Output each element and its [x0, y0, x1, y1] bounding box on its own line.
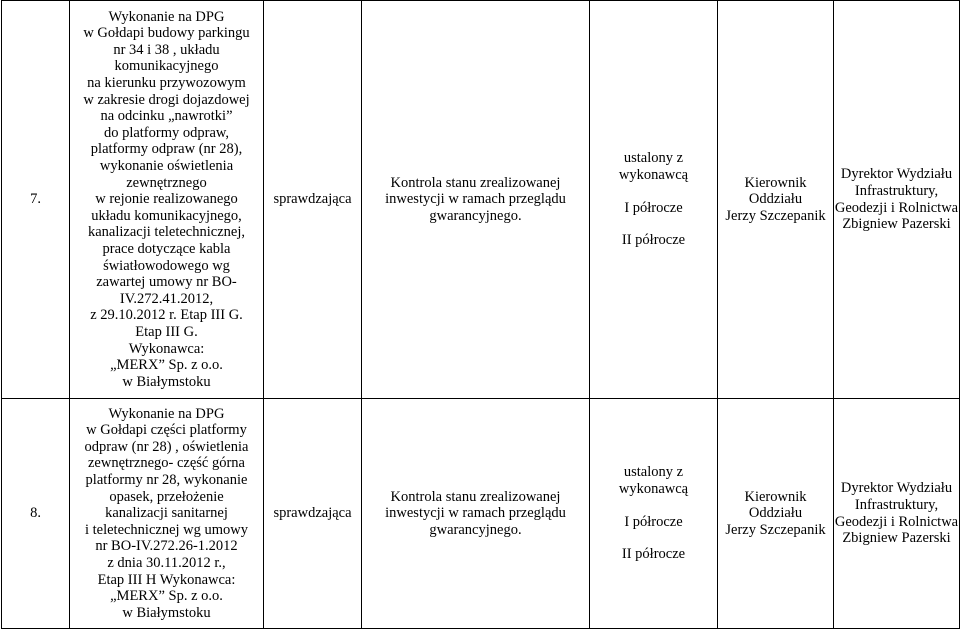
scope-line: inwestycji w ramach przeglądu: [385, 191, 566, 208]
control-plan-table: [1, 0, 960, 629]
description-line: nr BO-IV.272.26-1.2012: [95, 538, 238, 555]
deadline-line: II półrocze: [621, 232, 686, 249]
description-line: z 29.10.2012 r. Etap III G.: [90, 307, 243, 324]
description-line: platformy odpraw (nr 28),: [90, 141, 243, 158]
deadline-line: ustalony z: [623, 150, 684, 167]
responsible-cell: [718, 1, 834, 399]
table-row: [2, 1, 960, 399]
description-line: w rejonie realizowanego: [95, 191, 238, 208]
description-line: w zakresie drogi dojazdowej: [83, 91, 250, 108]
description-line: zewnętrznego: [126, 174, 207, 191]
deadline-line: I półrocze: [624, 199, 683, 216]
description-line: Wykonawca:: [128, 340, 205, 357]
deadline-cell: [590, 1, 718, 399]
supervisor-line: Zbigniew Pazerski: [842, 216, 951, 233]
spacer: [590, 530, 717, 546]
description-line: zawartej umowy nr BO-: [96, 274, 237, 291]
description-line: IV.272.41.2012,: [119, 290, 214, 307]
responsible-line: Kierownik: [744, 174, 807, 191]
description-line: i teletechnicznej wg umowy: [84, 521, 249, 538]
description-line: opasek, przełożenie: [109, 488, 224, 505]
deadline-line: wykonawcą: [618, 166, 689, 183]
description-line: kanalizacji teletechnicznej,: [88, 224, 245, 241]
responsible-line: Kierownik: [744, 488, 807, 505]
supervisor-line: Dyrektor Wydziału: [840, 480, 953, 497]
description-line: „MERX” Sp. z o.o.: [110, 588, 223, 605]
supervisor-cell: [834, 1, 960, 399]
description-line: w Białymstoku: [122, 604, 211, 621]
description-line: na kierunku przywozowym: [87, 75, 246, 92]
description-line: do platformy odpraw,: [103, 124, 230, 141]
description-cell: [70, 1, 264, 399]
control-type: sprawdzająca: [273, 191, 352, 208]
supervisor-line: Geodezji i Rolnictwa: [834, 199, 959, 216]
description-line: komunikacyjnego: [114, 58, 219, 75]
supervisor-line: Infrastruktury,: [854, 182, 939, 199]
description-line: w Gołdapi części platformy: [86, 422, 247, 439]
control-scope-cell: [362, 399, 590, 629]
scope-line: Kontrola stanu zrealizowanej: [390, 488, 561, 505]
control-type-cell: [264, 1, 362, 399]
deadline-line: wykonawcą: [618, 480, 689, 497]
supervisor-cell: [834, 399, 960, 629]
responsible-cell: [718, 399, 834, 629]
control-type-cell: [264, 399, 362, 629]
description-line: „MERX” Sp. z o.o.: [110, 357, 223, 374]
responsible-line: Jerzy Szczepanik: [725, 521, 826, 538]
description-line: odpraw (nr 28) , oświetlenia: [84, 438, 249, 455]
scope-line: gwarancyjnego.: [429, 521, 522, 538]
description-line: prace dotyczące kabla: [102, 240, 231, 257]
control-type: sprawdzająca: [273, 505, 352, 522]
scope-line: Kontrola stanu zrealizowanej: [390, 174, 561, 191]
deadline-line: I półrocze: [624, 513, 683, 530]
description-line: zewnętrznego- część górna: [88, 455, 245, 472]
row-number-cell: [2, 399, 70, 629]
description-line: Etap III H Wykonawca:: [97, 571, 236, 588]
spacer: [590, 216, 717, 232]
spacer: [590, 184, 717, 200]
row-number: 8.: [30, 505, 41, 522]
description-line: w Gołdapi budowy parkingu: [83, 25, 250, 42]
supervisor-line: Geodezji i Rolnictwa: [834, 513, 959, 530]
deadline-line: II półrocze: [621, 546, 686, 563]
description-line: kanalizacji sanitarnej: [105, 505, 228, 522]
deadline-line: ustalony z: [623, 464, 684, 481]
description-line: układu komunikacyjnego,: [91, 207, 242, 224]
description-line: w Białymstoku: [122, 373, 211, 390]
description-line: platformy nr 28, wykonanie: [85, 472, 248, 489]
description-line: Wykonanie na DPG: [108, 8, 225, 25]
description-line: światłowodowego wg: [103, 257, 230, 274]
control-scope-cell: [362, 1, 590, 399]
description-line: na odcinku „nawrotki”: [100, 108, 233, 125]
responsible-line: Jerzy Szczepanik: [725, 207, 826, 224]
row-number: 7.: [30, 191, 41, 208]
scope-line: inwestycji w ramach przeglądu: [385, 505, 566, 522]
spacer: [590, 498, 717, 514]
description-line: z dnia 30.11.2012 r.,: [107, 554, 226, 571]
supervisor-line: Zbigniew Pazerski: [842, 530, 951, 547]
responsible-line: Oddziału: [748, 191, 803, 208]
scope-line: gwarancyjnego.: [429, 207, 522, 224]
description-line: wykonanie oświetlenia: [99, 158, 234, 175]
responsible-line: Oddziału: [748, 505, 803, 522]
supervisor-line: Infrastruktury,: [854, 496, 939, 513]
row-number-cell: [2, 1, 70, 399]
supervisor-line: Dyrektor Wydziału: [840, 166, 953, 183]
table-row: [2, 399, 960, 629]
deadline-cell: [590, 399, 718, 629]
description-line: nr 34 i 38 , układu: [113, 41, 220, 58]
description-cell: [70, 399, 264, 629]
description-line: Etap III G.: [135, 323, 198, 340]
description-line: Wykonanie na DPG: [108, 405, 225, 422]
